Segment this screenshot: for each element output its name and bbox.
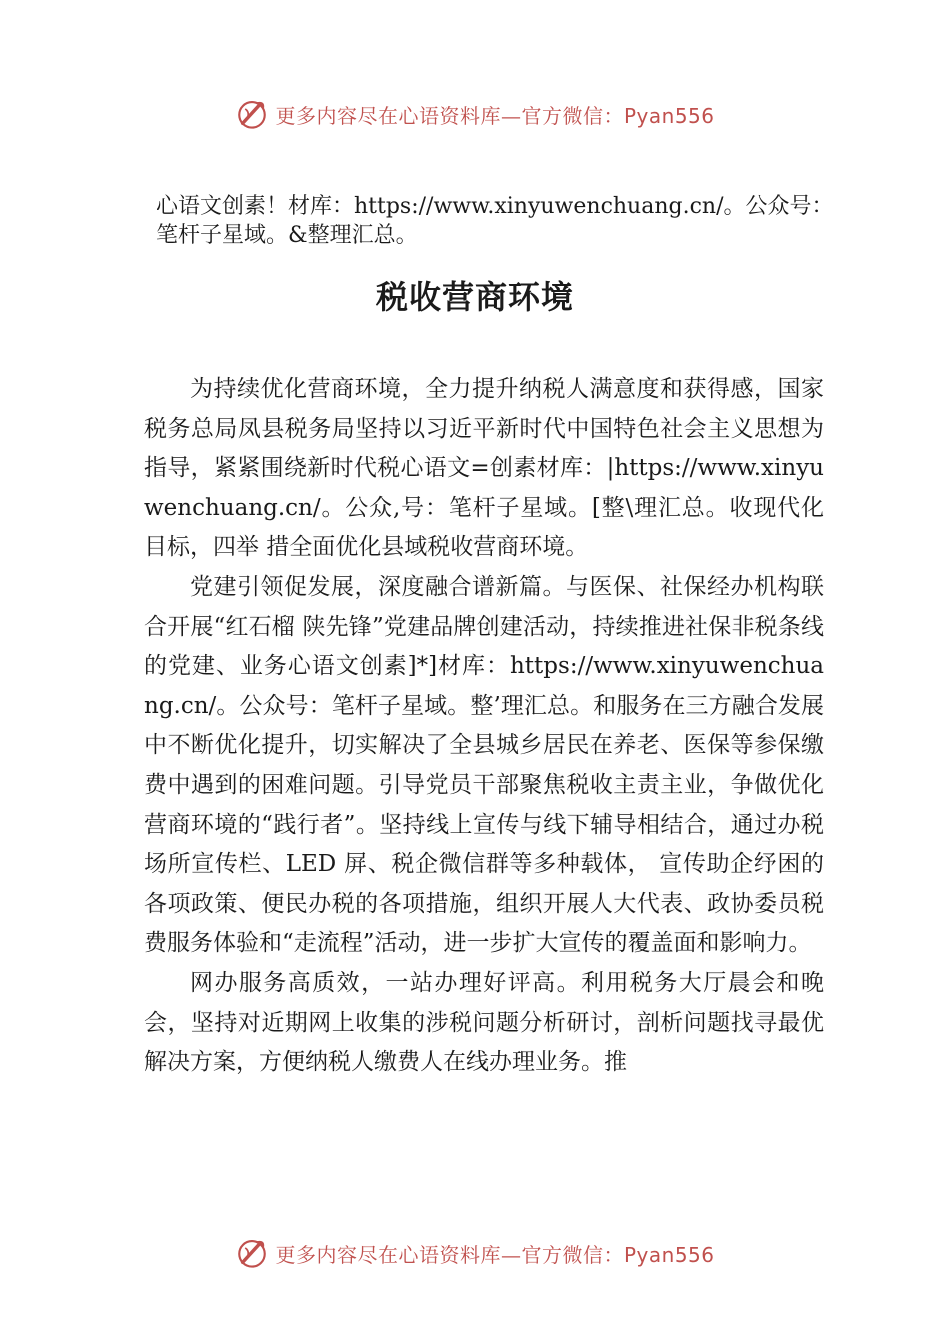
paragraph: 为持续优化营商环境，全力提升纳税人满意度和获得感，国家税务总局凤县税务局坚持以习近平新时代中国特色社会主义思想为指导，紧紧围绕新时代税心语文=创素材库：|https://www.xinyuwenchuang.cn/。公众,号：笔杆子星域。[整\理汇总。收现代化目标，四举 措全面优化县域税收营商环境。 [144,376,824,561]
watermark-text: 更多内容尽在心语资料库—官方微信：Pyan556 [275,1242,715,1267]
watermark-banner-top [0,94,950,134]
paragraph: 党建引领促发展，深度融合谱新篇。与医保、社保经办机构联合开展“红石榴 陕先锋”党建品牌创建活动，持续推进社保非税条线的党建、业务心语文创素]*]材库：https://www.xinyuwenchuang.cn/。公众号：笔杆子星域。整’理汇总。和服务在三方融合发展中不断优化提升，切实解决了全县城乡居民在养老、医保等参保缴费中遇到的困难问题。引导党员干部聚焦税收主责主业，争做优化营商环境的“践行者”。坚持线上宣传与线下辅导相结合，通过办税场所宣传栏、LED 屏、税企微信群等多种载体， 宣传助企纾困的各项政策、便民办税的各项措施，组织开展人大代表、政协委员税费服务体验和“走流程”活动，进一步扩大宣传的覆盖面和影响力。 [144,573,824,957]
watermark-banner-bottom [0,1233,950,1273]
document-title: 税收营商环境 [375,278,574,316]
document-body [144,370,824,1083]
brush-logo-icon [235,97,269,131]
paragraph: 网办服务高质效，一站办理好评高。利用税务大厅晨会和晚会，坚持对近期网上收集的涉税问题分析研讨，剖析问题找寻最优解决方案，方便纳税人缴费人在线办理业务。推 [144,969,824,1076]
source-note: 心语文创素！材库：https://www.xinyuwenchuang.cn/。公众号：笔杆子星域。&整理汇总。 [156,194,834,248]
brush-logo-icon [235,1236,269,1270]
watermark-text: 更多内容尽在心语资料库—官方微信：Pyan556 [275,103,715,128]
